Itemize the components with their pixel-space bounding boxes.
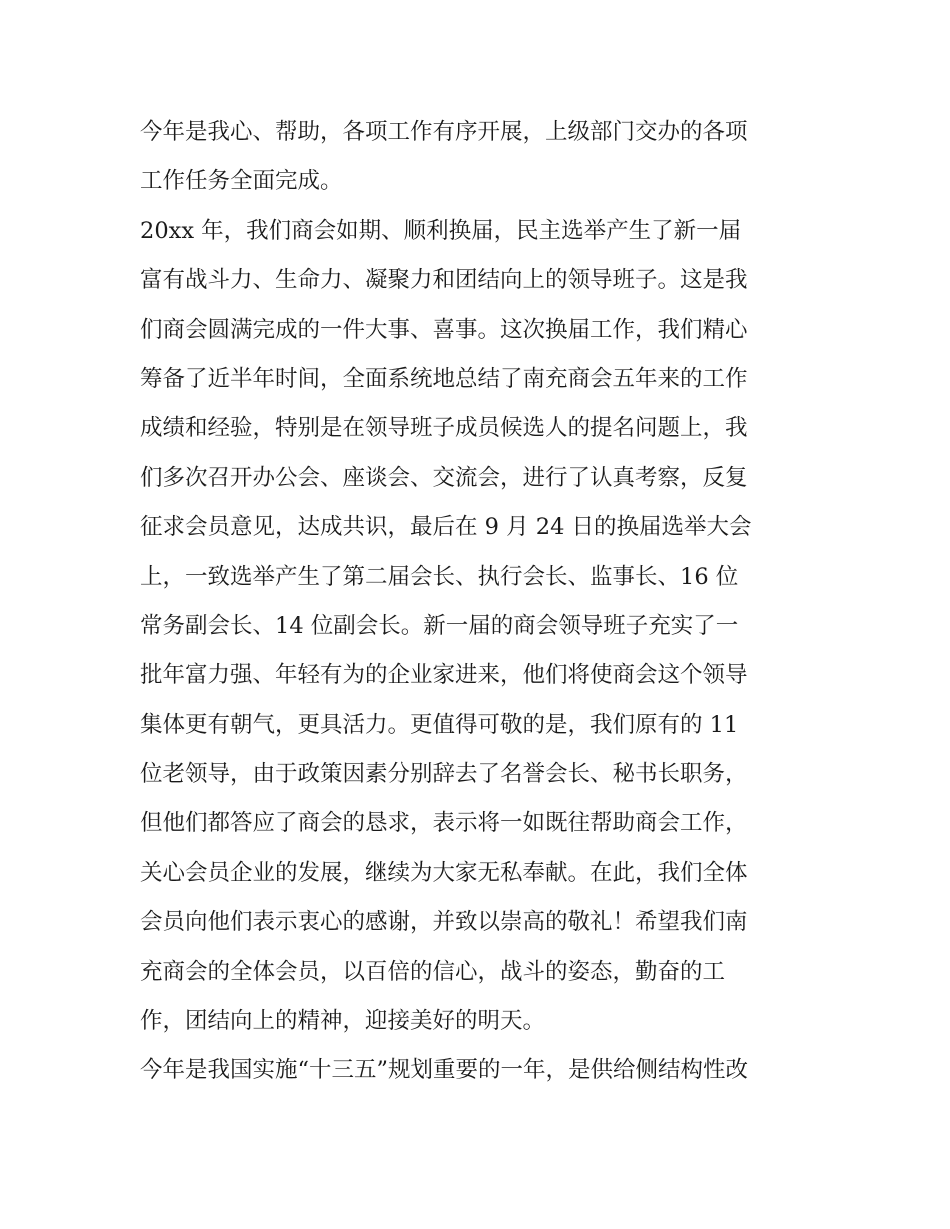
text-line-13: 集体更有朝气，更具活力。更值得可敬的是，我们原有的 11 [140, 711, 739, 738]
text-line-20: 今年是我国实施“十三五”规划重要的一年，是供给侧结构性改 [140, 1057, 749, 1084]
text-line-15: 但他们都答应了商会的恳求，表示将一如既往帮助商会工作， [140, 810, 748, 837]
text-line-9: 征求会员意见，达成共识，最后在 9 月 24 日的换届选举大会 [140, 514, 752, 541]
text-line-6: 筹备了近半年时间，全面系统地总结了南充商会五年来的工作 [140, 365, 748, 392]
text-line-19: 作，团结向上的精神，迎接美好的明天。 [140, 1008, 546, 1035]
text-line-11: 常务副会长、14 位副会长。新一届的商会领导班子充实了一 [140, 612, 739, 639]
text-line-3: 20xx 年，我们商会如期、顺利换届，民主选举产生了新一届 [140, 217, 742, 244]
text-line-4: 富有战斗力、生命力、凝聚力和团结向上的领导班子。这是我 [140, 267, 748, 294]
text-line-18: 充商会的全体会员，以百倍的信心，战斗的姿态，勤奋的工 [140, 958, 726, 985]
text-line-14: 位老领导，由于政策因素分别辞去了名誉会长、秘书长职务， [140, 761, 748, 788]
text-line-1: 今年是我心、帮助，各项工作有序开展，上级部门交办的各项 [140, 119, 748, 145]
body-text [140, 108, 820, 1096]
text-line-12: 批年富力强、年轻有为的企业家进来，他们将使商会这个领导 [140, 662, 748, 689]
text-line-10: 上，一致选举产生了第二届会长、执行会长、监事长、16 位 [140, 563, 739, 590]
text-line-7: 成绩和经验，特别是在领导班子成员候选人的提名问题上，我 [140, 415, 748, 442]
text-line-5: 们商会圆满完成的一件大事、喜事。这次换届工作，我们精心 [140, 316, 748, 343]
text-line-2: 工作任务全面完成。 [140, 168, 343, 195]
text-line-17: 会员向他们表示衷心的感谢，并致以崇高的敬礼！希望我们南 [140, 909, 748, 936]
text-line-8: 们多次召开办公会、座谈会、交流会，进行了认真考察，反复 [140, 464, 748, 491]
text-line-16: 关心会员企业的发展，继续为大家无私奉献。在此，我们全体 [140, 859, 748, 886]
